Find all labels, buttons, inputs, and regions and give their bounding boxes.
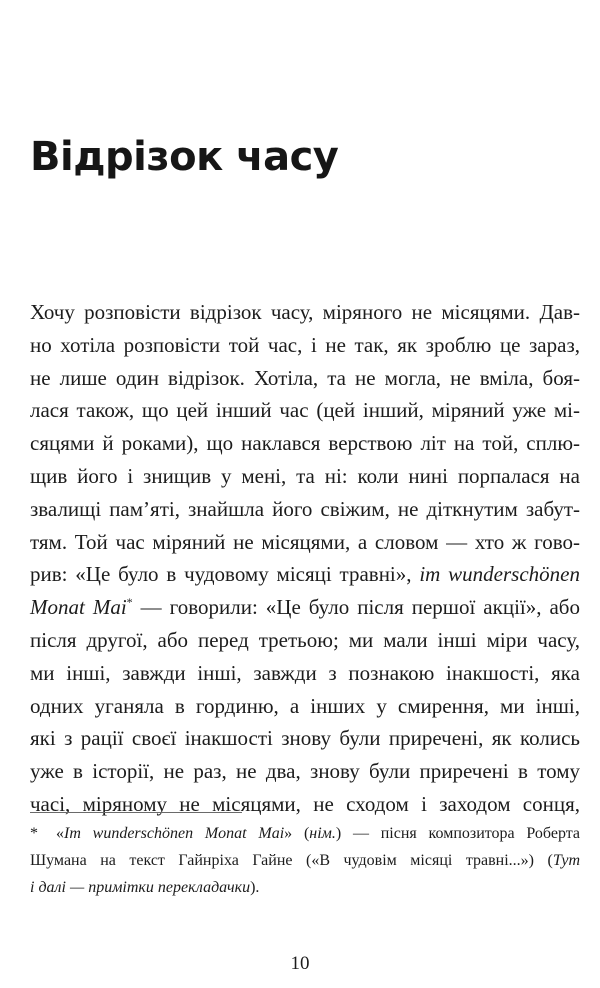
body-line: уже в історії, не раз, не два, знову були приречені в тому [30,759,580,784]
footnote-mark: * [30,825,38,842]
footnote-marker: * [126,595,133,610]
footnote-line [30,820,580,847]
footnote-text: ). [250,879,260,896]
body-line-text: рив: «Це було в чудовому місяці травні», [30,562,420,587]
footnote-italic: Тут [552,852,580,869]
body-line: сяцями й роками), що наклався верствою літ на той, сплю- [30,431,580,456]
body-line: звалищі пам’яті, знайшла його свіжим, не діткнутим забут- [30,496,580,521]
body-line: но хотіла розповісти той час, і не так, як зроблю це зараз, [30,332,580,357]
body-text [30,296,580,821]
body-line [30,558,580,591]
footnote-italic: і далі — примітки перекладачки [30,879,251,896]
footnote-line [30,874,580,901]
body-line: не лише один відрізок. Хотіла, та не могла, не вміла, боя- [30,365,580,390]
body-line: тям. Той час міряний не місяцями, а словом — хто ж гово- [30,529,580,554]
footnote-text: « [56,825,64,842]
german-phrase: Monat Mai [30,595,127,620]
body-line-text: — говорили: «Це було після першої акції», або [132,595,580,620]
german-phrase: im wunderschönen [419,562,580,587]
footnote-text: » ( [284,825,310,842]
body-line: щив його і знищив у мені, та ні: коли нині порпалася на [30,463,580,488]
footnote-line [30,847,580,874]
footnote-divider [30,812,242,813]
footnote [30,820,580,901]
page-number: 10 [290,953,310,974]
footnote-text: ) — пісня композитора Роберта [335,825,581,842]
footnote-song-title: Im wunderschönen Monat Mai [64,825,285,842]
body-line: одних уганяла в гординю, а інших у смирення, ми інші, [30,693,580,718]
body-line: часі, міряному не місяцями, не сходом і заходом сонця, [30,791,580,816]
body-line: Хочу розповісти відрізок часу, міряного не місяцями. Дав- [30,300,580,324]
body-line: ми інші, завжди інші, завжди з познакою інакшості, яка [30,660,580,685]
footnote-text: Шумана на текст Гайнріха Гайне («В чудовім місяці травні...») ( [30,852,553,869]
body-line: лася також, що цей інший час (цей інший, міряний уже мі- [30,398,580,423]
chapter-title: Відрізок часу [30,134,339,180]
body-line: після другої, або перед третьою; ми мали інші міри часу, [30,627,580,652]
footnote-language: нім. [309,825,336,842]
body-line: які з рації своєї інакшості знову були приречені, як колись [30,726,580,751]
body-line [30,591,580,624]
